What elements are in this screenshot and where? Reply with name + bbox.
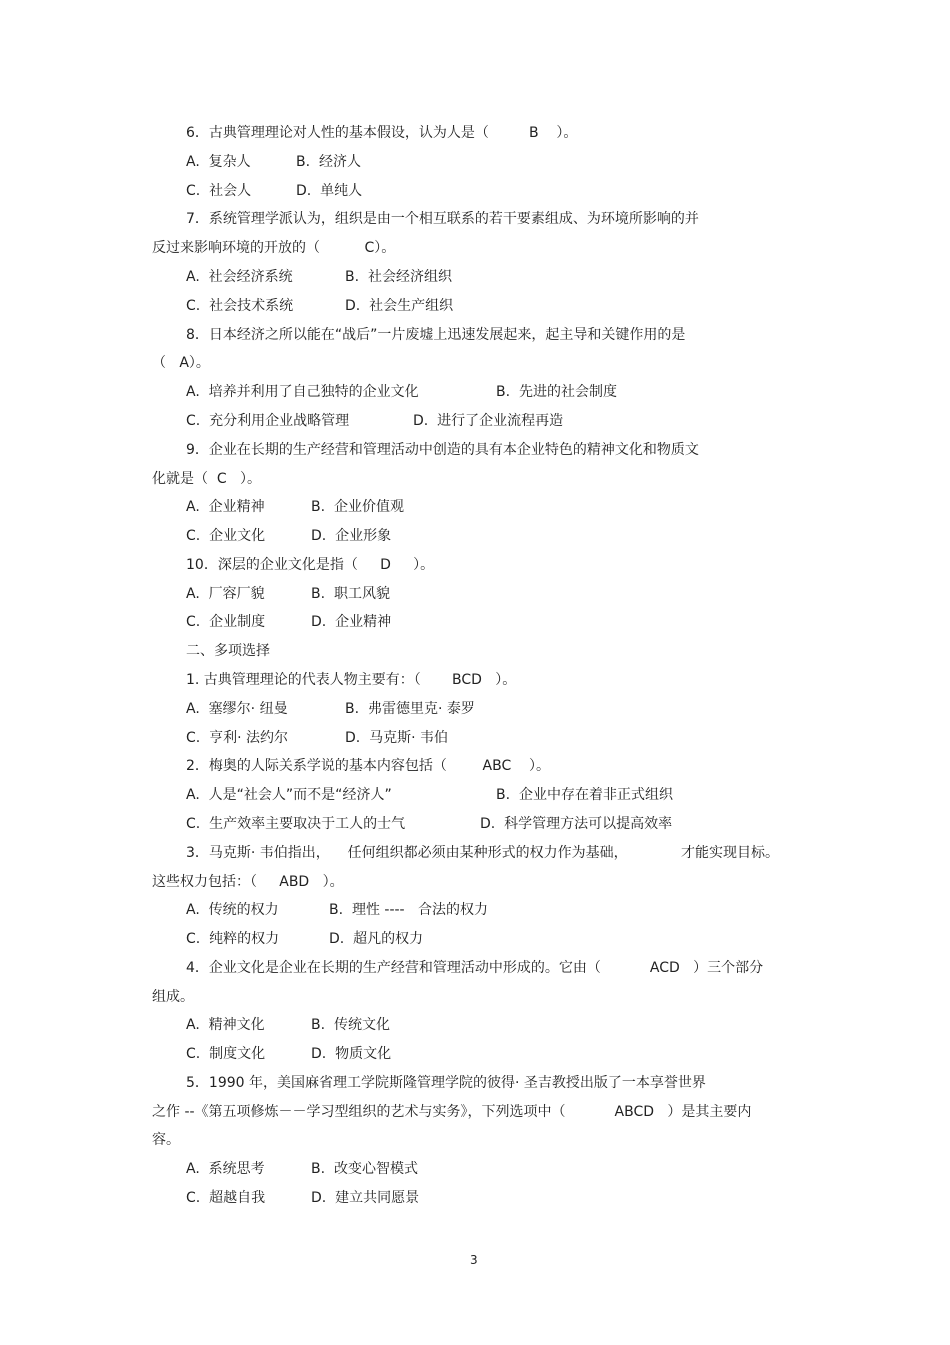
- multi-question-3-cont: 这些权力包括：（ ABD ）。: [152, 874, 344, 890]
- multi-question-2: 2．梅奥的人际关系学说的基本内容包括（ ABC ）。: [186, 758, 551, 774]
- option-d: D. 物质文化: [311, 1046, 392, 1062]
- option-c: C. 生产效率主要取决于工人的士气: [186, 816, 406, 832]
- option-b: B. 先进的社会制度: [496, 384, 617, 400]
- multi-question-5-cont2: 容。: [152, 1132, 180, 1148]
- multi-question-1: 1. 古典管理理论的代表人物主要有：（ BCD ）。: [186, 672, 517, 688]
- question-7: 7．系统管理学派认为，组织是由一个相互联系的若干要素组成、为环境所影响的并: [186, 211, 699, 227]
- multi-question-3: 3．马克斯· 韦伯指出， 任何组织都必须由某种形式的权力作为基础， 才能实现目标。: [186, 845, 780, 861]
- option-a: A. 精神文化: [186, 1017, 265, 1033]
- multi-question-5: 5．1990 年，美国麻省理工学院斯隆管理学院的彼得· 圣吉教授出版了一本享誉世界: [186, 1075, 706, 1091]
- option-b: B. 理性 ---- 合法的权力: [329, 902, 488, 918]
- option-a: A. 复杂人: [186, 154, 251, 170]
- option-b: B. 传统文化: [311, 1017, 390, 1033]
- option-a: A. 厂容厂貌: [186, 586, 265, 602]
- option-c: C. 充分利用企业战略管理: [186, 413, 350, 429]
- question-10: 10．深层的企业文化是指（ D ）。: [186, 557, 435, 573]
- option-c: C. 制度文化: [186, 1046, 266, 1062]
- option-d: D. 马克斯· 韦伯: [345, 730, 449, 746]
- question-9: 9．企业在长期的生产经营和管理活动中创造的具有本企业特色的精神文化和物质文: [186, 442, 699, 458]
- multi-question-4: 4．企业文化是企业在长期的生产经营和管理活动中形成的。它由（ ACD ）三个部分: [186, 960, 764, 976]
- option-a: A. 传统的权力: [186, 902, 279, 918]
- question-6: 6．古典管理理论对人性的基本假设，认为人是（ B ）。: [186, 125, 578, 141]
- option-b: B. 企业中存在着非正式组织: [496, 787, 673, 803]
- option-c: C. 企业制度: [186, 614, 266, 630]
- option-b: B. 职工风貌: [311, 586, 390, 602]
- option-b: B. 社会经济组织: [345, 269, 452, 285]
- option-b: B. 经济人: [296, 154, 361, 170]
- option-d: D. 建立共同愿景: [311, 1190, 420, 1206]
- option-a: A. 社会经济系统: [186, 269, 293, 285]
- option-a: A. 人是“社会人”而不是“经济人”: [186, 787, 392, 803]
- option-d: D. 进行了企业流程再造: [413, 413, 564, 429]
- question-8-cont: （ A）。: [152, 355, 210, 371]
- option-b: B. 企业价值观: [311, 499, 404, 515]
- multi-question-5-cont: 之作 --《第五项修炼－－学习型组织的艺术与实务》，下列选项中（ ABCD ）是其主要内: [152, 1104, 752, 1120]
- page-number: 3: [470, 1253, 478, 1267]
- option-d: D. 企业形象: [311, 528, 392, 544]
- option-d: D. 单纯人: [296, 183, 363, 199]
- option-c: C. 纯粹的权力: [186, 931, 280, 947]
- option-c: C. 企业文化: [186, 528, 266, 544]
- option-a: A. 系统思考: [186, 1161, 265, 1177]
- option-d: D. 科学管理方法可以提高效率: [480, 816, 673, 832]
- option-c: C. 社会技术系统: [186, 298, 294, 314]
- option-a: A. 培养并利用了自己独特的企业文化: [186, 384, 419, 400]
- option-b: B. 弗雷德里克· 泰罗: [345, 701, 475, 717]
- option-a: A. 企业精神: [186, 499, 265, 515]
- option-c: C. 亨利· 法约尔: [186, 730, 289, 746]
- multi-question-4-cont: 组成。: [152, 989, 194, 1005]
- option-d: D. 超凡的权力: [329, 931, 424, 947]
- option-c: C. 超越自我: [186, 1190, 266, 1206]
- question-8: 8．日本经济之所以能在“战后”一片废墟上迅速发展起来，起主导和关键作用的是: [186, 327, 686, 343]
- question-9-cont: 化就是（ C ）。: [152, 471, 262, 487]
- option-d: D. 企业精神: [311, 614, 392, 630]
- option-a: A. 塞缪尔· 纽曼: [186, 701, 288, 717]
- question-7-cont: 反过来影响环境的开放的（ C）。: [152, 240, 396, 256]
- section-heading: 二、多项选择: [186, 643, 270, 659]
- option-c: C. 社会人: [186, 183, 252, 199]
- option-d: D. 社会生产组织: [345, 298, 454, 314]
- option-b: B. 改变心智模式: [311, 1161, 418, 1177]
